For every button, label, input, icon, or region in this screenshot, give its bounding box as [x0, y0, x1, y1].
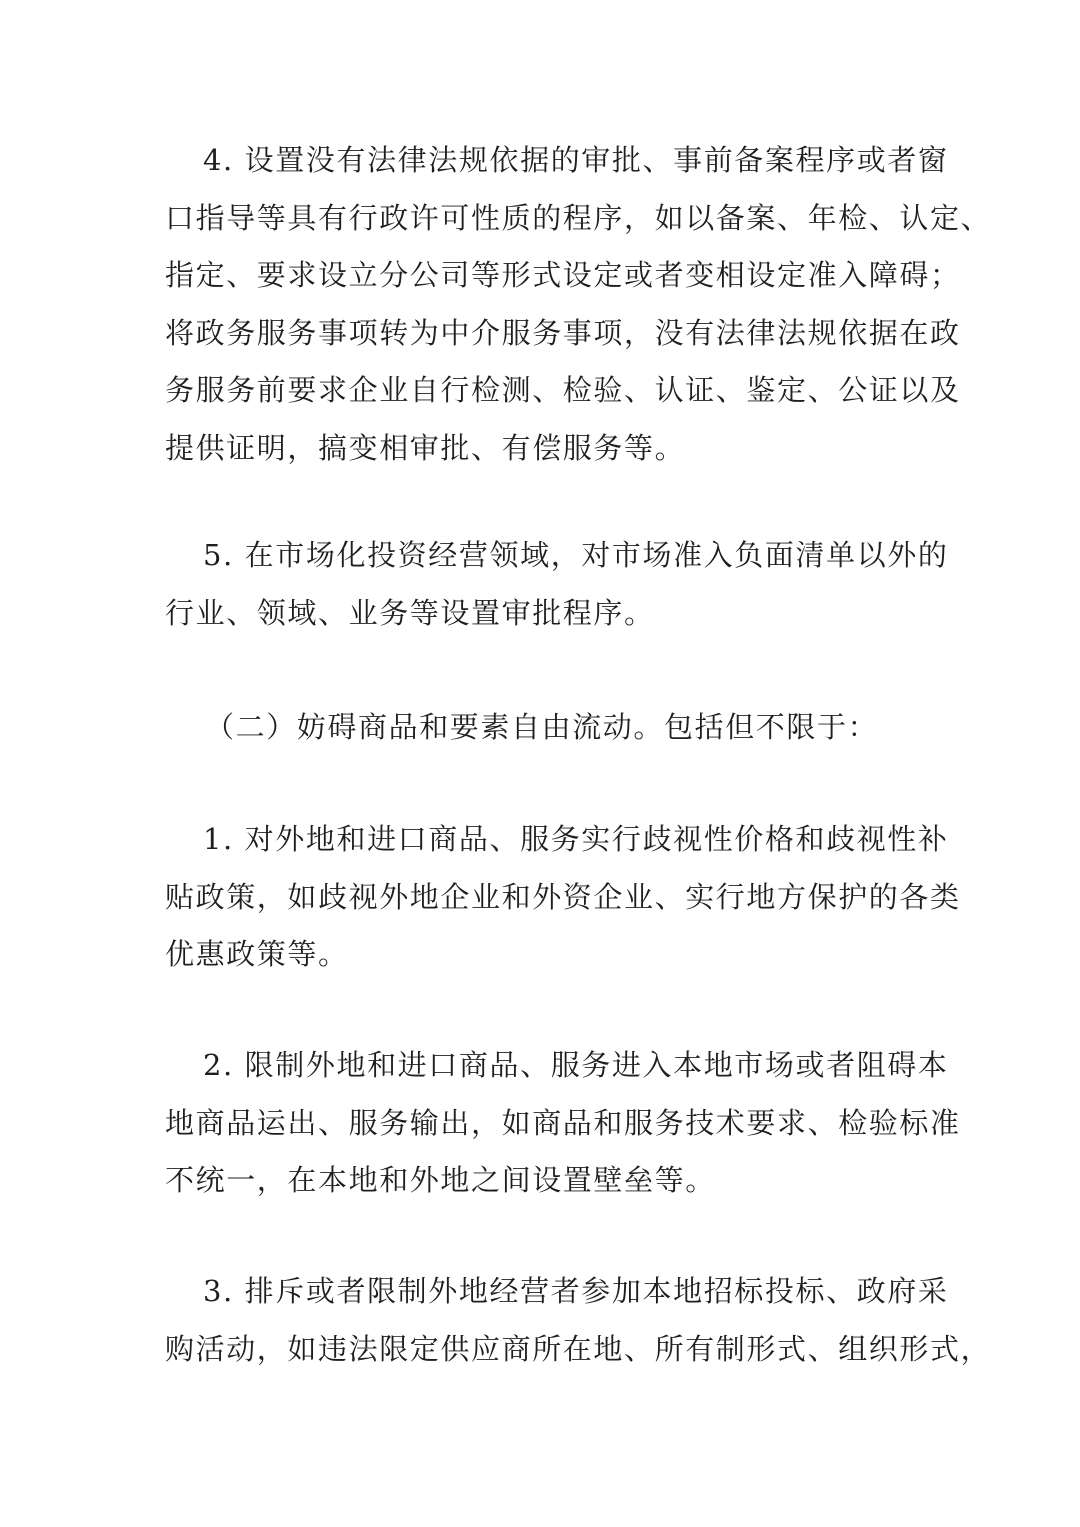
text-line: 1. 对外地和进口商品、服务实行歧视性价格和歧视性补: [203, 822, 949, 856]
text-line: 4. 设置没有法律法规依据的审批、事前备案程序或者窗: [203, 143, 949, 177]
paragraph-item-2: [165, 1037, 961, 1210]
text-line: 指定、要求设立分公司等形式设定或者变相设定准入障碍；: [165, 258, 961, 292]
paragraph-item-3: [165, 1263, 992, 1378]
text-line: 3. 排斥或者限制外地经营者参加本地招标投标、政府采: [203, 1274, 949, 1308]
text-line: 地商品运出、服务输出，如商品和服务技术要求、检验标准: [165, 1105, 961, 1140]
text-line: 务服务前要求企业自行检测、检验、认证、鉴定、公证以及: [165, 373, 961, 407]
paragraph-item-5: [165, 527, 949, 642]
text-line: 2. 限制外地和进口商品、服务进入本地市场或者阻碍本: [203, 1048, 949, 1082]
paragraph-item-1: [165, 811, 961, 984]
text-line: 购活动，如违法限定供应商所在地、所有制形式、组织形式，: [165, 1331, 992, 1366]
text-line: （二）妨碍商品和要素自由流动。包括但不限于：: [205, 710, 879, 744]
text-line: 不统一，在本地和外地之间设置壁垒等。: [165, 1163, 716, 1197]
text-line: 将政务服务事项转为中介服务事项，没有法律法规依据在政: [165, 315, 961, 350]
text-line: 贴政策，如歧视外地企业和外资企业、实行地方保护的各类: [165, 879, 961, 914]
text-line: 行业、领域、业务等设置审批程序。: [165, 595, 655, 630]
paragraph-item-4: [165, 132, 992, 477]
text-line: 提供证明，搞变相审批、有偿服务等。: [165, 430, 686, 465]
section-heading: [165, 699, 917, 757]
text-line: 优惠政策等。: [165, 937, 349, 971]
text-line: 口指导等具有行政许可性质的程序，如以备案、年检、认定、: [165, 200, 992, 235]
text-line: 5. 在市场化投资经营领域，对市场准入负面清单以外的: [203, 538, 949, 572]
